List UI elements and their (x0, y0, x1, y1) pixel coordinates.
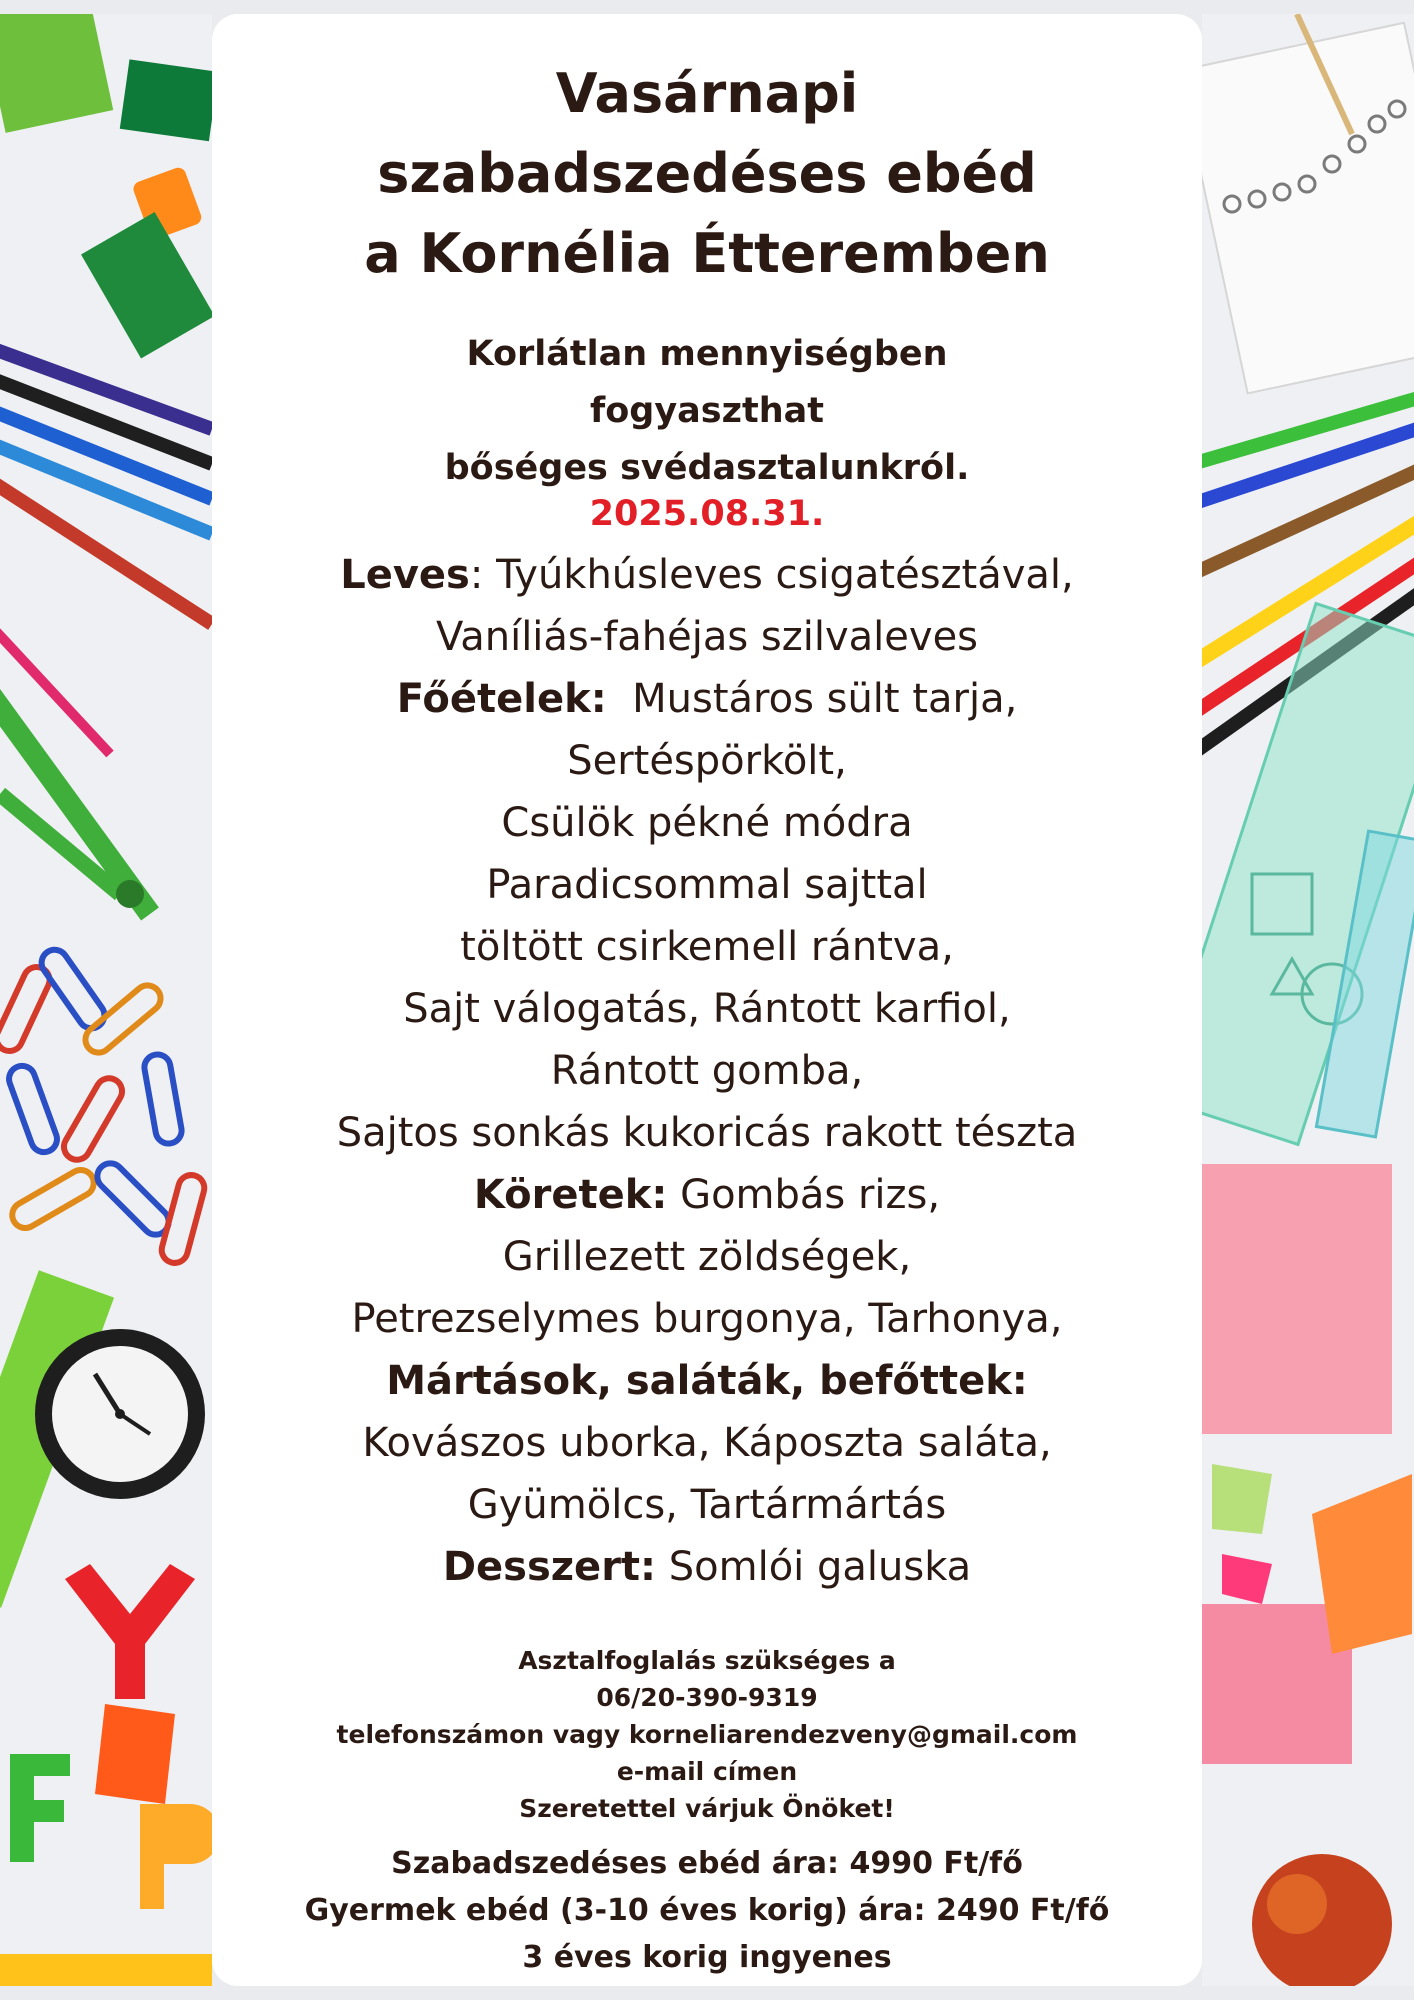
sauces-label (212, 1350, 1202, 1412)
menu-dessert-line (212, 1536, 1202, 1598)
side-item: Grillezett zöldségek, (502, 1234, 912, 1280)
subtitle-line: Korlátlan mennyiségben (466, 334, 948, 374)
subtitle-line: bőséges svédasztalunkról. (444, 448, 970, 488)
main-course-item: Rántott gomba, (550, 1048, 864, 1094)
soup-item: : Tyúkhúsleves csigatésztával, (469, 552, 1074, 598)
menu-main-line (212, 668, 1202, 730)
soup-item: Vaníliás-fahéjas szilvaleves (435, 614, 979, 660)
menu-soup-line (212, 544, 1202, 606)
title-line: szabadszedéses ebéd (377, 142, 1037, 205)
apple-icon (1252, 1854, 1392, 1986)
letter-blocks-icon (0, 1564, 212, 1986)
main-course-item: Mustáros sült tarja, (632, 676, 1018, 722)
title-line: a Kornélia Étteremben (364, 222, 1050, 285)
booking-info (212, 1642, 1202, 1827)
free-under-3: 3 éves korig ingyenes (522, 1940, 892, 1975)
sticky-notes-icon (1202, 1164, 1412, 1764)
menu-sides-line (212, 1164, 1202, 1226)
title-line: Vasárnapi (555, 62, 859, 125)
flyer-card (212, 14, 1202, 1986)
booking-line: Asztalfoglalás szükséges a (518, 1646, 896, 1675)
sauce-item: Gyümölcs, Tartármártás (467, 1482, 947, 1528)
phone-number: 06/20-390-9319 (596, 1683, 818, 1712)
subtitle (212, 326, 1202, 497)
booking-line: e-mail címen (616, 1757, 798, 1786)
compass-icon (0, 694, 150, 914)
booking-email-line: telefonszámon vagy korneliarendezveny@gmail.com (336, 1720, 1078, 1749)
main-course-item: Sajtos sonkás kukoricás rakott tészta (336, 1110, 1078, 1156)
sauces-label-text: Mártások, saláták, befőttek: (386, 1358, 1028, 1404)
soup-label: Leves (340, 552, 470, 598)
main-course-item: Paradicsommal sajttal (486, 862, 928, 908)
side-item: Petrezselymes burgonya, Tarhonya, (351, 1296, 1063, 1342)
sauce-item: Kovászos uborka, Káposzta saláta, (362, 1420, 1052, 1466)
page-title (212, 54, 1202, 294)
main-course-item: Sertéspörkölt, (567, 738, 847, 784)
welcome-line: Szeretettel várjuk Önöket! (519, 1794, 895, 1823)
menu (212, 544, 1202, 1598)
prices (212, 1840, 1202, 1981)
dessert-label: Desszert: (442, 1544, 657, 1590)
main-course-item: töltött csirkemell rántva, (460, 924, 954, 970)
subtitle-line: fogyaszthat (590, 391, 824, 431)
dessert-item: Somlói galuska (656, 1544, 972, 1590)
notebook-icon (0, 14, 212, 141)
sides-label: Köretek: (473, 1172, 668, 1218)
event-date: 2025.08.31. (589, 494, 825, 534)
alarm-clock-icon (35, 1329, 205, 1499)
left-decoration (0, 14, 212, 1986)
colored-pencils-icon (0, 344, 212, 754)
side-item: Gombás rizs, (667, 1172, 941, 1218)
child-price: Gyermek ebéd (3-10 éves korig) ára: 2490 Ft/fő (304, 1893, 1110, 1928)
spiral-notebook-icon (1202, 14, 1414, 393)
right-decoration (1202, 14, 1414, 1986)
paperclips-icon (0, 945, 207, 1266)
sharpener-icon (81, 166, 212, 359)
main-course-item: Csülök pékné módra (501, 800, 913, 846)
main-course-label: Főételek: (396, 676, 607, 722)
main-course-item: Sajt válogatás, Rántott karfiol, (403, 986, 1011, 1032)
adult-price: Szabadszedéses ebéd ára: 4990 Ft/fő (391, 1846, 1023, 1881)
